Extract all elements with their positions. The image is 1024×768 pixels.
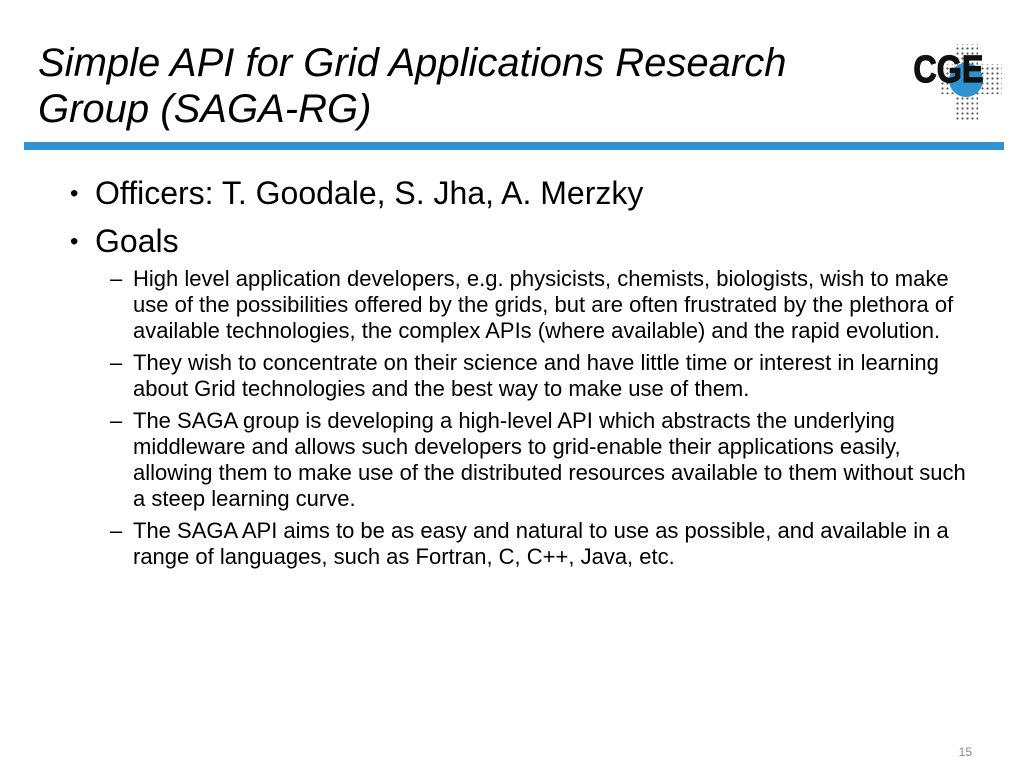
bullet-goals: [70, 224, 970, 259]
sub-bullet-saga-api: [70, 518, 970, 570]
sub-bullet-text: The SAGA API aims to be as easy and natural to use as possible, and available in a range of languages, such as Fortran, C, C++, Java, etc.: [133, 518, 949, 569]
slide-title: [38, 40, 918, 132]
goals-sublist: [70, 266, 970, 570]
bullet-text: Goals: [95, 223, 179, 259]
bullet-officers: [70, 176, 970, 211]
title-line-2: Group (SAGA-RG): [38, 87, 372, 131]
logo-text: CGE: [913, 48, 984, 91]
bullet-text: Officers: T. Goodale, S. Jha, A. Merzky: [95, 175, 644, 211]
sub-bullet-text: High level application developers, e.g. physicists, chemists, biologists, wish to make use of the possibilities offered by the grids, but are often frustrated by the plethora of available technologies, the complex APIs (where available) and the rapid evolution.: [133, 266, 954, 343]
cge-logo: [910, 26, 1002, 122]
sub-bullet-marker: –: [110, 350, 123, 375]
sub-bullet-saga-group: [70, 408, 970, 512]
sub-bullet-text: They wish to concentrate on their science and have little time or interest in learning about Grid technologies and the best way to make use of them.: [133, 350, 939, 401]
slide-body: [70, 176, 970, 576]
page-number: 15: [958, 745, 972, 759]
bullet-marker: •: [70, 180, 79, 207]
sub-bullet-developers: [70, 266, 970, 344]
sub-bullet-science: [70, 350, 970, 402]
sub-bullet-marker: –: [110, 408, 123, 433]
sub-bullet-text: The SAGA group is developing a high-level API which abstracts the underlying middleware and allows such developers to grid-enable their applications easily, allowing them to make use of the distributed resources available to them without such a steep learning curve.: [133, 408, 966, 511]
bullet-marker: •: [70, 228, 79, 255]
title-divider: [24, 142, 1004, 150]
title-line-1: Simple API for Grid Applications Research: [38, 41, 787, 85]
sub-bullet-marker: –: [110, 518, 123, 543]
sub-bullet-marker: –: [110, 266, 123, 291]
